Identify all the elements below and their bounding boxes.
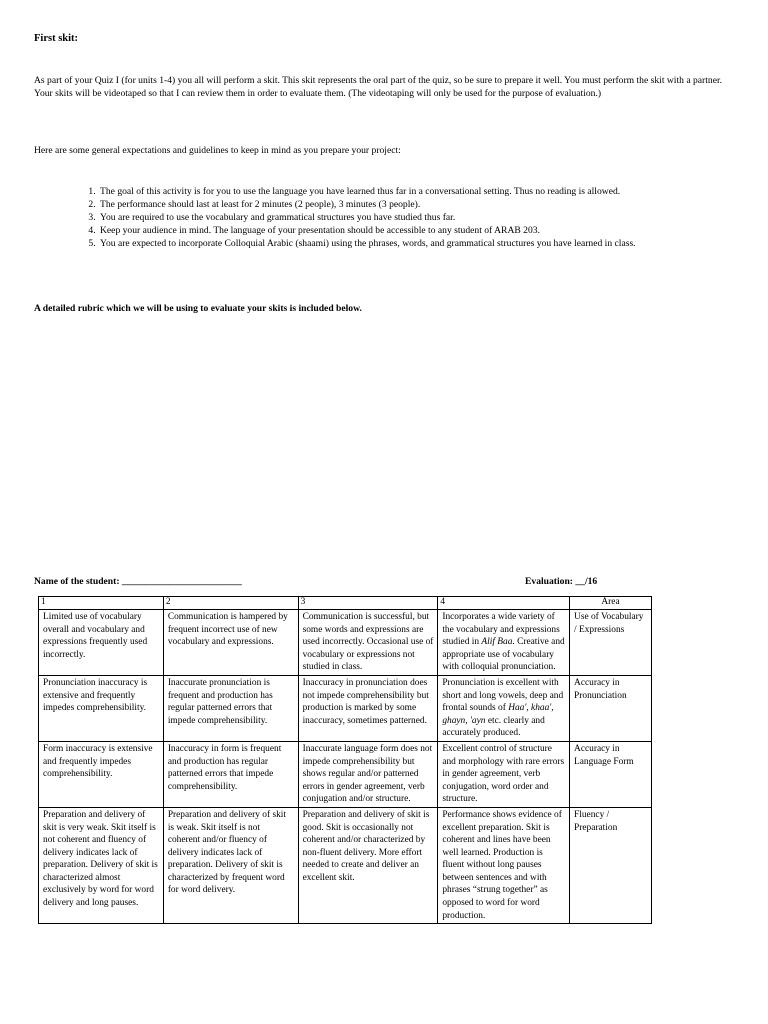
cell-italic-text: Alif Baa bbox=[481, 637, 513, 648]
rubric-area-cell: Accuracy in Language Form bbox=[570, 741, 652, 807]
cell-text: Excellent control of structure and morphology with rare errors in gender agreement, verb conjugation, word order and structure. bbox=[442, 743, 565, 805]
rubric-cell: Inaccuracy in form is frequent and production has regular patterned errors that impede comprehensibility. bbox=[163, 741, 298, 807]
guideline-item: 2. The performance should last at least for 2 minutes (2 people), 3 minutes (3 people). bbox=[98, 198, 738, 211]
guidelines-intro: Here are some general expectations and guidelines to keep in mind as you prepare your project: bbox=[34, 145, 401, 156]
rubric-table bbox=[38, 596, 652, 924]
rubric-cell: Preparation and delivery of skit is good. Skit is occasionally not coherent and/or characterized by non-fluent delivery. More effort needed to create and deliver an excellent skit. bbox=[298, 807, 438, 923]
rubric-row-vocabulary bbox=[39, 610, 652, 676]
document-title: First skit: bbox=[34, 33, 79, 44]
rubric-area-cell: Accuracy in Pronunciation bbox=[570, 675, 652, 741]
cell-italic-text: Haa', khaa', ghayn, 'ayn bbox=[442, 703, 554, 726]
cell-text: etc. clearly and accurately produced. bbox=[442, 715, 545, 739]
rubric-header-row bbox=[39, 597, 652, 610]
rubric-area-cell: Fluency / Preparation bbox=[570, 807, 652, 923]
rubric-cell: Preparation and delivery of skit is very weak. Skit itself is not coherent and fluency of delivery indicates lack of preparation. Delivery of skit is characterized almost exclusively by word for word delivery and long pauses. bbox=[39, 807, 164, 923]
student-name-field: Name of the student: _________________________ bbox=[34, 576, 242, 587]
rubric-cell bbox=[438, 675, 570, 741]
guideline-item: 3. You are required to use the vocabulary and grammatical structures you have studied thus far. bbox=[98, 211, 738, 224]
rubric-cell: Communication is successful, but some words and expressions are used incorrectly. Occasional use of vocabulary or expressions not studied in class. bbox=[298, 610, 438, 676]
rubric-cell bbox=[438, 610, 570, 676]
score-1-header: 1 bbox=[39, 597, 164, 610]
cell-text: Incorporates a wide variety of the vocabulary and expressions studied in bbox=[442, 612, 560, 648]
intro-paragraph: As part of your Quiz I (for units 1-4) you all will perform a skit. This skit represents the oral part of the quiz, so be sure to prepare it well. You must perform the skit with a partner. Your skits will be videotaped so that I can review them in order to evaluate them. (The videotaping will only be used for the purpose of evaluation.) bbox=[34, 75, 723, 99]
rubric-cell: Limited use of vocabulary overall and vocabulary and expressions frequently used incorrectly. bbox=[39, 610, 164, 676]
area-header: Area bbox=[570, 597, 652, 610]
rubric-cell: Preparation and delivery of skit is weak. Skit itself is not coherent and/or fluency of delivery indicates lack of preparation. Delivery of skit is characterized by frequent word for word delivery. bbox=[163, 807, 298, 923]
rubric-cell: Inaccurate language form does not impede comprehensibility but shows regular and/or patterned errors in gender agreement, verb conjugation and/or structure. bbox=[298, 741, 438, 807]
cell-text: Pronunciation is excellent with short and long vowels, deep and frontal sounds of bbox=[442, 677, 564, 714]
rubric-note: A detailed rubric which we will be using to evaluate your skits is included below. bbox=[34, 303, 362, 314]
score-2-header: 2 bbox=[163, 597, 298, 610]
rubric-row-language-form bbox=[39, 741, 652, 807]
rubric-cell bbox=[438, 741, 570, 807]
rubric-row-pronunciation bbox=[39, 675, 652, 741]
score-3-header: 3 bbox=[298, 597, 438, 610]
score-4-header: 4 bbox=[438, 597, 570, 610]
guidelines-list bbox=[84, 185, 738, 250]
rubric-cell bbox=[438, 807, 570, 923]
rubric-area-cell: Use of Vocabulary / Expressions bbox=[570, 610, 652, 676]
evaluation-score-field: Evaluation: __/16 bbox=[525, 576, 598, 587]
rubric-cell: Inaccurate pronunciation is frequent and production has regular patterned errors that impede comprehensibility. bbox=[163, 675, 298, 741]
rubric-cell: Inaccuracy in pronunciation does not impede comprehensibility but production is marked by some inaccuracy, sometimes patterned. bbox=[298, 675, 438, 741]
guideline-item: 1. The goal of this activity is for you to use the language you have learned thus far in a conversational setting. Thus no reading is allowed. bbox=[98, 185, 738, 198]
guideline-item: 5. You are expected to incorporate Colloquial Arabic (shaami) using the phrases, words, and grammatical structures you have learned in class. bbox=[98, 237, 738, 250]
guideline-item: 4. Keep your audience in mind. The language of your presentation should be accessible to any student of ARAB 203. bbox=[98, 224, 738, 237]
cell-text: Performance shows evidence of excellent preparation. Skit is coherent and lines have been well learned. Production is fluent without long pauses between sentences and with phrases “strung together” as opposed to word for word production. bbox=[442, 809, 562, 921]
rubric-cell: Pronunciation inaccuracy is extensive and frequently impedes comprehensibility. bbox=[39, 675, 164, 741]
rubric-cell: Form inaccuracy is extensive and frequently impedes comprehensibility. bbox=[39, 741, 164, 807]
cell-text: . Creative and appropriate use of vocabulary with colloquial pronunciation. bbox=[442, 637, 565, 673]
rubric-row-fluency bbox=[39, 807, 652, 923]
rubric-cell: Communication is hampered by frequent incorrect use of new vocabulary and expressions. bbox=[163, 610, 298, 676]
